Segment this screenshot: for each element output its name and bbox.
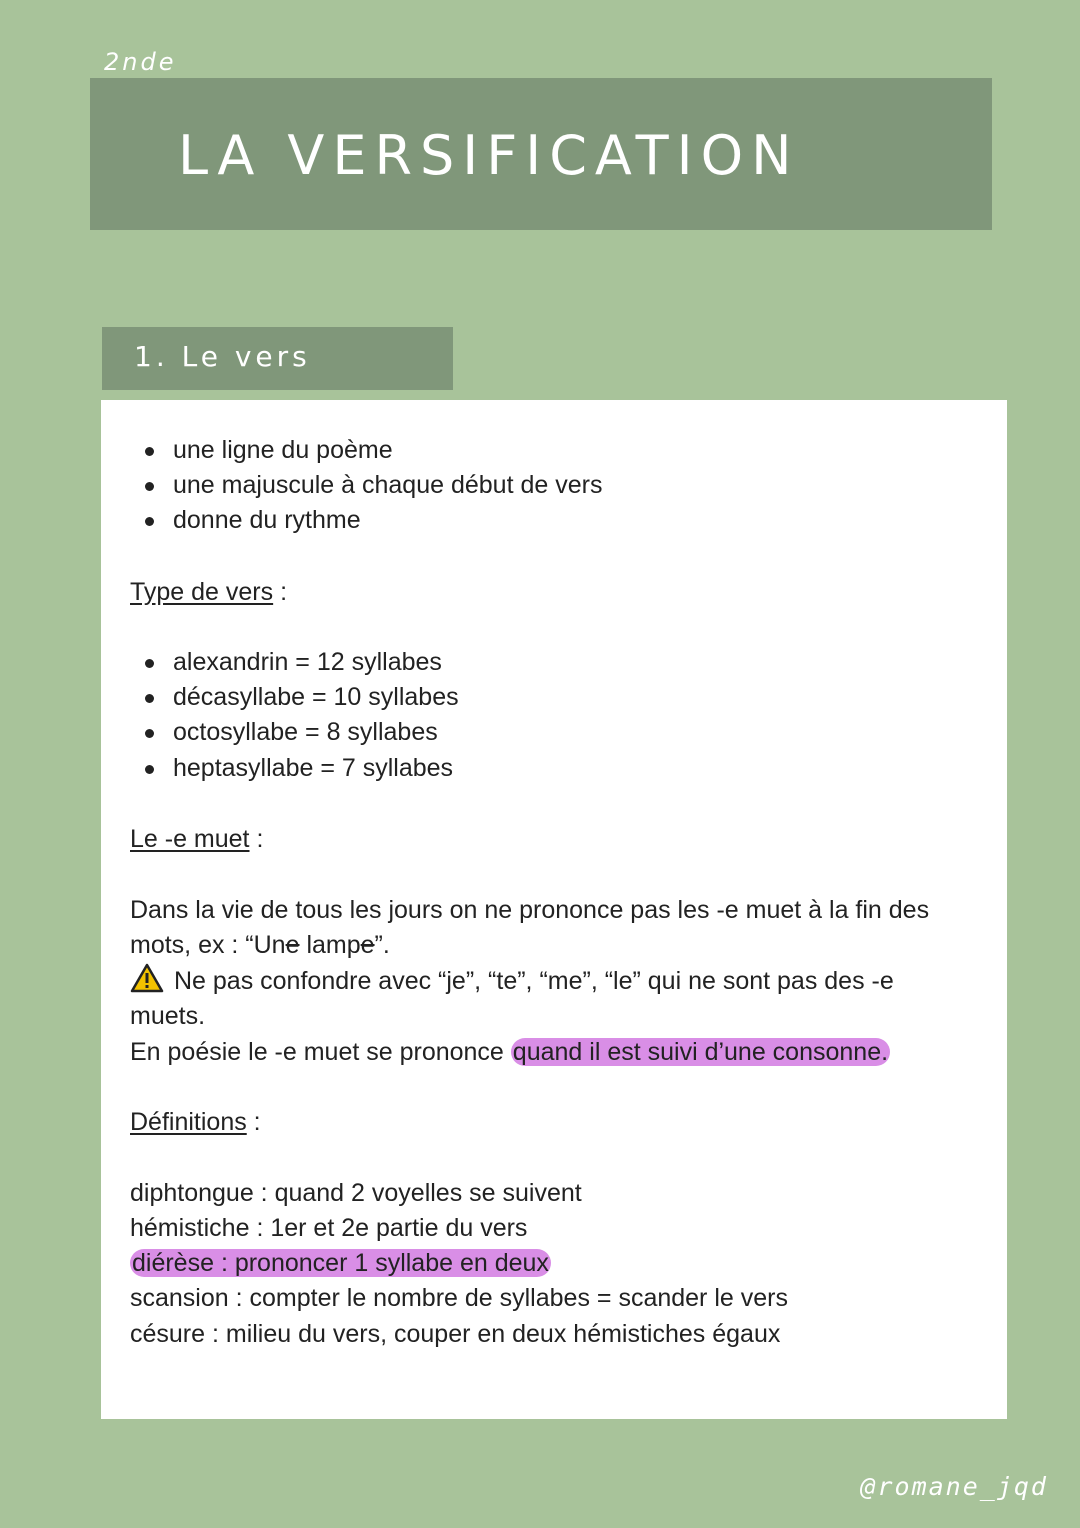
definition-item: scansion : compter le nombre de syllabes = scander le vers bbox=[130, 1284, 788, 1312]
bullet-dot bbox=[145, 765, 154, 774]
list-item: alexandrin = 12 syllabes bbox=[173, 648, 442, 676]
bullet-dot bbox=[145, 517, 154, 526]
list-item: heptasyllabe = 7 syllabes bbox=[173, 754, 454, 782]
definitions-heading: Définitions : bbox=[130, 1108, 261, 1136]
definition-item: césure : milieu du vers, couper en deux hémistiches égaux bbox=[130, 1320, 781, 1348]
bullet-dot bbox=[145, 729, 154, 738]
list-item: octosyllabe = 8 syllabes bbox=[173, 718, 438, 746]
definition-item: diphtongue : quand 2 voyelles se suivent bbox=[130, 1179, 582, 1207]
list-item: une majuscule à chaque début de vers bbox=[173, 471, 603, 499]
warning-line: Ne pas confondre avec “je”, “te”, “me”, “le” qui ne sont pas des -e bbox=[130, 963, 894, 1003]
e-muet-example-line: mots, ex : “Une lampe”. bbox=[130, 931, 390, 959]
definition-item-highlighted: diérèse : prononcer 1 syllabe en deux bbox=[132, 1249, 549, 1277]
warning-line-continued: muets. bbox=[130, 1002, 206, 1030]
section-title: 1. Le vers bbox=[134, 340, 311, 373]
e-muet-text-line: Dans la vie de tous les jours on ne prononce pas les -e muet à la fin des bbox=[130, 896, 930, 924]
page-title: LA VERSIFICATION bbox=[178, 124, 800, 187]
highlight: quand il est suivi d’une consonne. bbox=[512, 1038, 889, 1066]
author-handle: @romane_jqd bbox=[860, 1472, 1048, 1501]
definition-item: hémistiche : 1er et 2e partie du vers bbox=[130, 1214, 528, 1242]
list-item: donne du rythme bbox=[173, 506, 361, 534]
bullet-dot bbox=[145, 482, 154, 491]
bullet-dot bbox=[145, 659, 154, 668]
grade-label: 2nde bbox=[104, 48, 177, 76]
list-item: une ligne du poème bbox=[173, 436, 393, 464]
e-muet-rule-line: En poésie le -e muet se prononce quand il est suivi d’une consonne. bbox=[130, 1038, 889, 1066]
list-item: décasyllabe = 10 syllabes bbox=[173, 683, 459, 711]
bullet-dot bbox=[145, 694, 154, 703]
e-muet-heading: Le -e muet : bbox=[130, 825, 264, 853]
verse-types-heading: Type de vers : bbox=[130, 578, 288, 606]
warning-icon bbox=[130, 963, 164, 1003]
bullet-dot bbox=[145, 447, 154, 456]
